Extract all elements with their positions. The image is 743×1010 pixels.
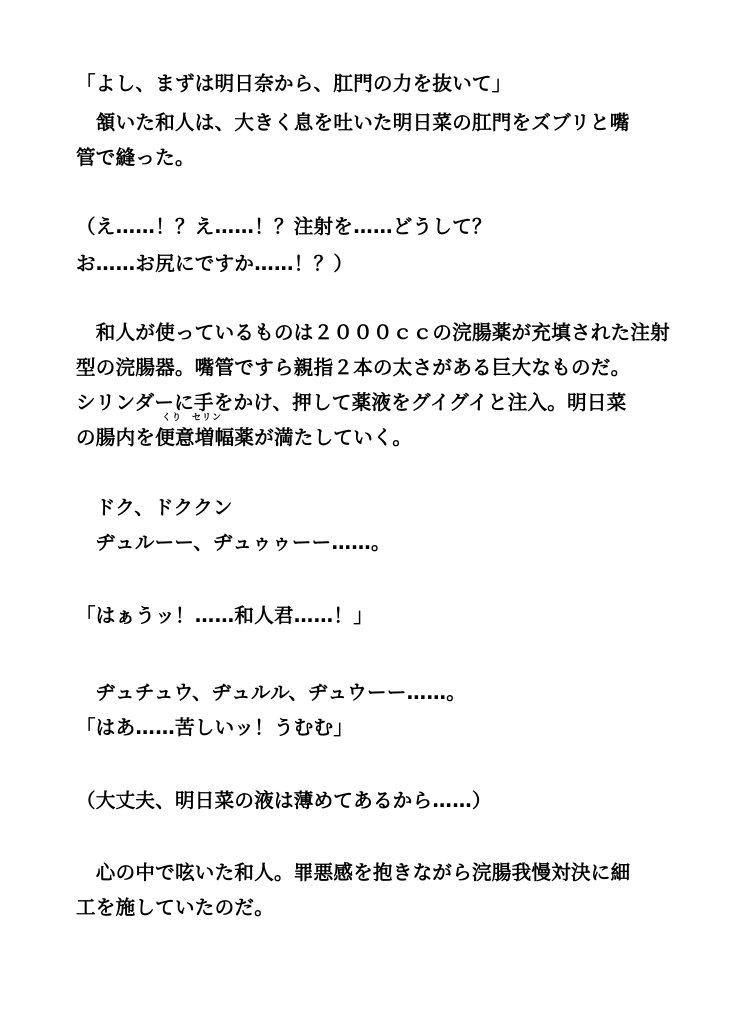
text-line: 型の浣腸器。嘴管ですら親指２本の太さがある巨大なものだ。 <box>76 356 631 379</box>
text-line: お……お尻にですか……！？） <box>76 252 354 275</box>
text-line: 心の中で呟いた和人。罪悪感を抱きながら浣腸我慢対決に細 <box>76 861 631 884</box>
text-line: シリンダーに手をかけ、押して薬液をグイグイと注入。明日菜 <box>76 391 627 414</box>
text-line: 和人が使っているものは２０００ｃｃの浣腸薬が充填された注射 <box>76 321 671 344</box>
text-line: 「はあ……苦しいッ！うむむ」 <box>76 716 354 739</box>
ruby-reading: くり セリン <box>162 413 223 423</box>
text-line: ヂュルーー、ヂュゥゥーー……。 <box>76 531 391 554</box>
text-line: ドク、ドククン <box>76 496 233 519</box>
text-line: 管で縫った。 <box>76 146 195 169</box>
text-line: 「よし、まずは明日奈から、肛門の力を抜いて」 <box>76 72 512 95</box>
text-line: 頷いた和人は、大きく息を吐いた明日菜の肛門をズブリと嘴 <box>76 111 630 134</box>
text-line: 「はぁうッ！……和人君……！」 <box>76 604 373 627</box>
text-line: 工を施していたのだ。 <box>76 896 275 919</box>
text-line: の腸内を便意増幅薬が満たしていく。 <box>76 426 413 449</box>
text-line: （大丈夫、明日菜の液は薄めてあるから……） <box>76 789 492 812</box>
text-line: ヂュチュウ、ヂュルル、ヂュウーー……。 <box>76 681 467 704</box>
text-line: （え……！？え……！？注射を……どうして？ <box>76 215 492 238</box>
